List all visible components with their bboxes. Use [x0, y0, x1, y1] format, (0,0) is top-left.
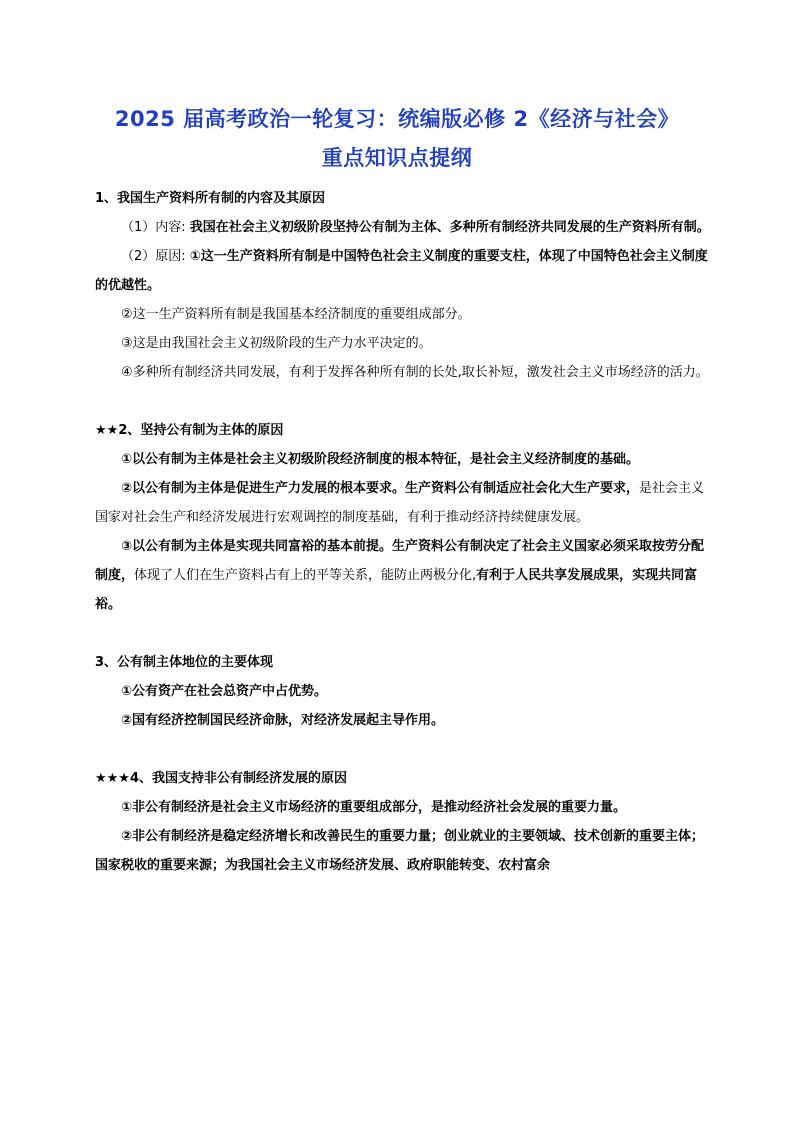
section-2-paragraph-1: ①以公有制为主体是社会主义初级阶段经济制度的根本特征，是社会主义经济制度的基础。: [121, 452, 640, 467]
section-2-p2-normal: 是社会主义国家对社会生产和经济发展进行宏观调控的制度基础，有利于推动经济持续健康发展。: [95, 481, 705, 525]
section-1-heading: 1、我国生产资料所有制的内容及其原因: [95, 191, 326, 206]
section-1-p2-label: （2）原因:: [121, 249, 190, 264]
document-title-line2: 重点知识点提纲: [321, 146, 473, 170]
section-2-p2-bold: ②以公有制为主体是促进生产力发展的根本要求。生产资料公有制适应社会化大生产要求，: [121, 481, 640, 496]
section-4-paragraph-2: ②非公有制经济是稳定经济增长和改善民生的重要力量；创业就业的主要领域、技术创新的重要主体；国家税收的重要来源；为我国社会主义市场经济发展、政府职能转变、农村富余: [95, 829, 705, 873]
section-2-heading-text: 2、坚持公有制为主体的原因: [118, 423, 284, 438]
importance-stars: ★★: [95, 423, 119, 438]
section-4-paragraph-1: ①非公有制经济是社会主义市场经济的重要组成部分，是推动经济社会发展的重要力量。: [121, 800, 627, 815]
document-title-line1: 2025 届高考政治一轮复习：统编版必修 2《经济与社会》: [114, 107, 680, 131]
section-1-p1-text: 我国在社会主义初级阶段坚持公有制为主体、多种所有制经济共同发展的生产资料所有制。: [189, 220, 710, 235]
section-2-p3-bold-2: 有利于人民共享发展成果，实现共同富裕。: [95, 568, 698, 612]
section-1-p1-label: （1）内容:: [121, 220, 190, 235]
section-2-heading: [95, 416, 710, 445]
section-1-paragraph-1: [95, 213, 710, 242]
section-1-paragraph-2: [95, 242, 710, 300]
section-2-paragraph-3: [95, 532, 710, 619]
section-4-heading: [95, 764, 710, 793]
section-1-paragraph-3: ②这一生产资料所有制是我国基本经济制度的重要组成部分。: [121, 307, 471, 322]
section-2-p3-bold-1: ③以公有制为主体是实现共同富裕的基本前提。生产资料公有制决定了社会主义国家必须采取按劳分配制度，: [95, 539, 705, 583]
section-2-p3-normal: 体现了人们在生产资料占有上的平等关系，能防止两极分化,: [134, 568, 477, 583]
section-3-heading: 3、公有制主体地位的主要体现: [95, 655, 274, 670]
section-1-p2-text: ①这一生产资料所有制是中国特色社会主义制度的重要支柱，体现了中国特色社会主义制度的优越性。: [95, 249, 708, 293]
section-3-paragraph-2: ②国有经济控制国民经济命脉，对经济发展起主导作用。: [121, 713, 445, 728]
section-2-paragraph-2: [95, 474, 710, 532]
section-4-heading-text: 4、我国支持非公有制经济发展的原因: [129, 771, 348, 786]
section-3-paragraph-1: ①公有资产在社会总资产中占优势。: [121, 684, 328, 699]
section-1-paragraph-5: ④多种所有制经济共同发展，有利于发挥各种所有制的长处,取长补短，激发社会主义市场经济的活力。: [121, 365, 709, 380]
section-1-paragraph-4: ③这是由我国社会主义初级阶段的生产力水平决定的。: [121, 336, 432, 351]
document-body: [95, 184, 710, 880]
importance-stars: ★★★: [95, 771, 130, 786]
